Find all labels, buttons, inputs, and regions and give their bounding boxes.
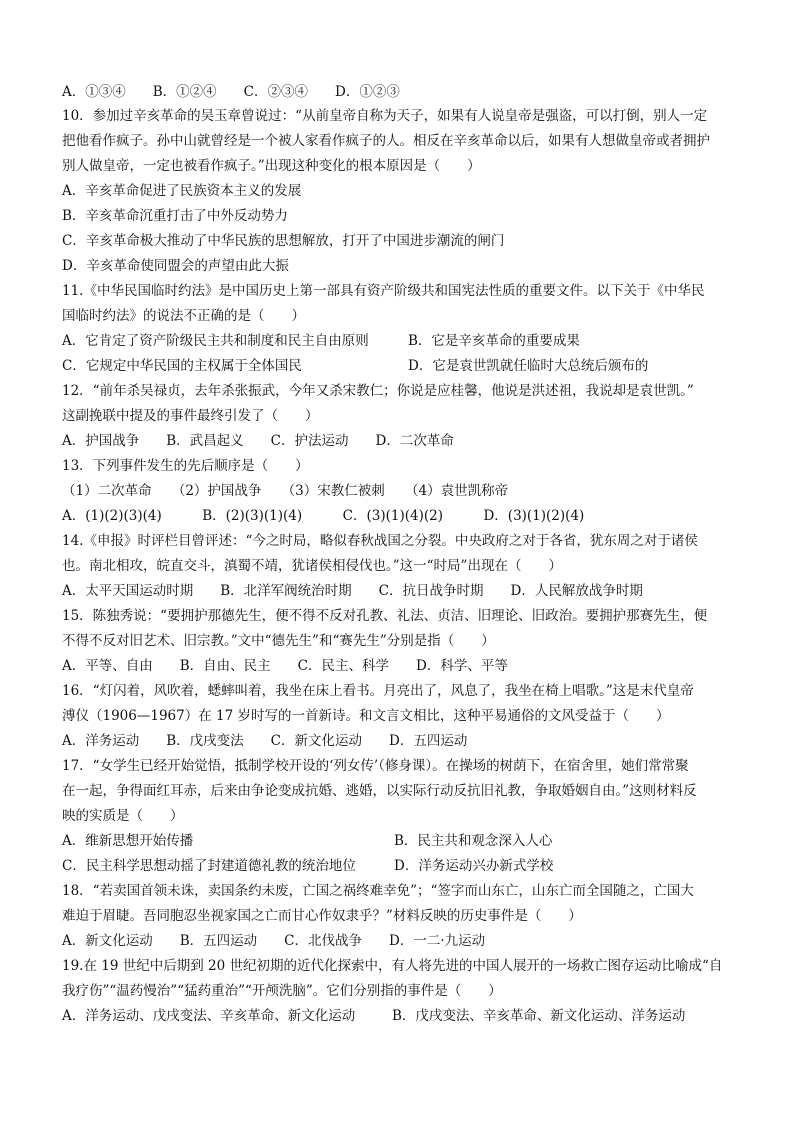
text-line: A．①③④ B．①②④ C．②③④ D．①②③ <box>62 84 400 100</box>
text-line: A．洋务运动 B．戊戌变法 C．新文化运动 D．五四运动 <box>62 733 468 749</box>
text-line: 15．陈独秀说：“要拥护那德先生，便不得不反对孔教、礼法、贞洁、旧理论、旧政治。要拥护那赛先生，便 <box>62 608 708 624</box>
option-right: B．戊戌变法、辛亥革命、新文化运动、洋务运动 <box>392 1008 686 1024</box>
text-line: 在一起，争得面红耳赤，后来由争论变成抗婚、逃婚，以实际行动反抗旧礼教，争取婚姻自由。”这则材料反 <box>62 783 697 799</box>
text-line: A．平等、自由 B．自由、民主 C．民主、科学 D．科学、平等 <box>62 658 508 674</box>
option-right: B．它是辛亥革命的重要成果 <box>408 333 580 349</box>
text-line <box>62 857 732 875</box>
option-left: A．维新思想开始传播 <box>62 833 194 849</box>
text-line: 别人做皇帝，一定也被看作疯子。”出现这种变化的根本原因是（ ） <box>62 158 481 174</box>
text-line: 把他看作疯子。孙中山就曾经是一个被人家看作疯子的人。相反在辛亥革命以后，如果有人想做皇帝或者拥护 <box>62 133 710 149</box>
text-line: 17．“女学生已经开始觉悟，抵制学校开设的‘列女传’（修身课）。在操场的树荫下，在宿舍里，她们常常聚 <box>62 758 689 774</box>
text-line: 19.在 19 世纪中后期到 20 世纪初期的近代化探索中，有人将先进的中国人展开的一场救亡图存运动比喻成“自 <box>62 958 723 974</box>
text-line: A．(1)(2)(3)(4) B．(2)(3)(1)(4) C．(3)(1)(4)(2) D．(3)(1)(2)(4) <box>62 508 585 524</box>
text-line: 溥仪（1906—1967）在 17 岁时写的一首新诗。和文言文相比，这种平易通俗的文风受益于（ ） <box>62 708 670 724</box>
text-line: A．新文化运动 B．五四运动 C．北伐战争 D．一二·九运动 <box>62 933 486 949</box>
option-left: C．民主科学思想动摇了封建道德礼教的统治地位 <box>62 858 356 874</box>
text-line: 12．“前年杀吴禄贞，去年杀张振武，今年又杀宋教仁；你说是应桂馨，他说是洪述祖，我说却是袁世凯。” <box>62 383 694 399</box>
text-line <box>62 332 732 350</box>
text-line: （1）二次革命 （2）护国战争 （3）宋教仁被刺 （4）袁世凯称帝 <box>62 483 509 499</box>
text-line: 这副挽联中提及的事件最终引发了（ ） <box>62 408 319 424</box>
text-line: A．护国战争 B．武昌起义 C．护法运动 D．二次革命 <box>62 433 454 449</box>
text-line: 难迫于眉睫。吾同胞忍坐视家国之亡而甘心作奴隶乎？”材料反映的历史事件是（ ） <box>62 908 582 924</box>
text-line <box>62 357 732 375</box>
option-left: A．它肯定了资产阶级民主共和制度和民主自由原则 <box>62 333 369 349</box>
option-left: C．它规定中华民国的主权属于全体国民 <box>62 358 302 374</box>
option-right: B．民主共和观念深入人心 <box>394 833 553 849</box>
text-line: 16．“灯闪着，风吹着，蟋蟀叫着，我坐在床上看书。月亮出了，风息了，我坐在椅上唱歌。”这是末代皇帝 <box>62 683 694 699</box>
text-line: 映的实质是（ ） <box>62 808 184 824</box>
text-line <box>62 1007 732 1025</box>
text-line: 11.《中华民国临时约法》是中国历史上第一部具有资产阶级共和国宪法性质的重要文件。以下关于《中华民 <box>62 283 705 299</box>
option-left: A．洋务运动、戊戌变法、辛亥革命、新文化运动 <box>62 1008 356 1024</box>
text-line: 不得不反对旧艺术、旧宗教。”文中“德先生”和“赛先生”分别是指（ ） <box>62 633 495 649</box>
text-line: 18．“若卖国首领未诛，卖国条约未废，亡国之祸终难幸免”；“签字而山东亡，山东亡而全国随之，亡国大 <box>62 883 694 899</box>
text-line: 13．下列事件发生的先后顺序是（ ） <box>62 458 309 474</box>
text-line: C．辛亥革命极大推动了中华民族的思想解放，打开了中国进步潮流的闸门 <box>62 233 505 249</box>
text-line: A．辛亥革命促进了民族资本主义的发展 <box>62 183 302 199</box>
text-line: 我疗伤”“温药慢治”“猛药重治”“开颅洗脑”。它们分别指的事件是（ ） <box>62 983 502 999</box>
text-line: 也。南北相攻，皖直交斗，滇蜀不靖，犹诸侯相侵伐也。”这一“时局”出现在（ ） <box>62 558 562 574</box>
text-line: 10．参加过辛亥革命的吴玉章曾说过：“从前皇帝自称为天子，如果有人说皇帝是强盗，可以打倒，别人一定 <box>62 108 708 124</box>
text-line: 14.《申报》时评栏目曾评述：“今之时局，略似春秋战国之分裂。中央政府之对于各省，犹东周之对于诸侯 <box>62 533 698 549</box>
option-right: D．洋务运动兴办新式学校 <box>394 858 554 874</box>
text-line: D．辛亥革命使同盟会的声望由此大振 <box>62 258 289 274</box>
option-right: D．它是袁世凯就任临时大总统后颁布的 <box>408 358 649 374</box>
text-line: 国临时约法》的说法不正确的是（ ） <box>62 308 305 324</box>
text-line <box>62 832 732 850</box>
text-line: B．辛亥革命沉重打击了中外反动势力 <box>62 208 288 224</box>
text-line: A．太平天国运动时期 B．北洋军阀统治时期 C．抗日战争时期 D．人民解放战争时期 <box>62 583 643 599</box>
